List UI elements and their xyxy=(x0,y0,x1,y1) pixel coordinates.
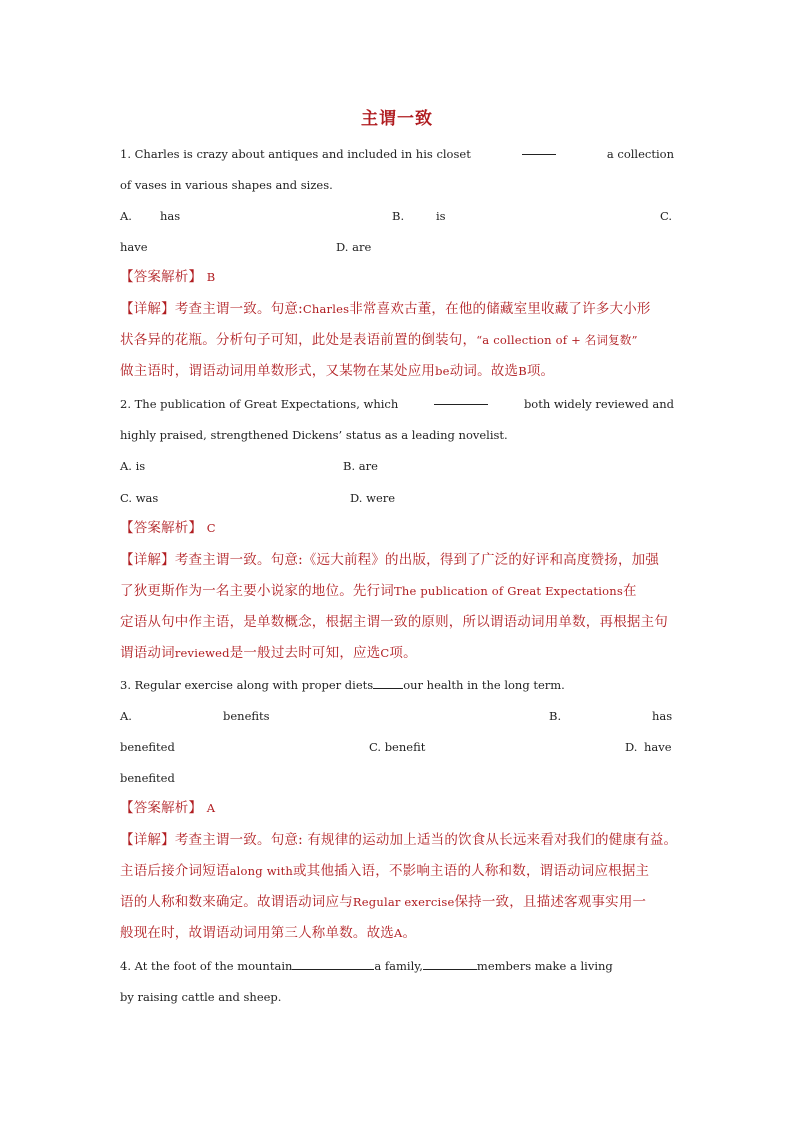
q3-option-b: has xyxy=(652,709,673,723)
q1-option-a-label: A. xyxy=(120,209,132,223)
q3-option-b-label: B. xyxy=(549,709,562,723)
q2-answer-label: 【答案解析】 xyxy=(120,520,203,536)
q2-option-a: A. is xyxy=(120,459,146,473)
q2-detail-text: 考查主谓一致。句意:《远大前程》的出版，得到了广泛的好评和高度赞扬，加强 xyxy=(174,552,660,568)
q3-detail-line1 xyxy=(120,829,678,851)
q1-option-a: has xyxy=(160,209,181,223)
q2-stem-text: 2. The publication of Great Expectations, which xyxy=(120,397,399,411)
q2-stem-text-end: both widely reviewed and xyxy=(523,397,674,411)
q2-option-d: D. were xyxy=(350,491,396,505)
q2-detail-en: C xyxy=(380,646,390,660)
q3-option-c: C. benefit xyxy=(369,740,426,754)
q2-detail-text: 在 xyxy=(622,583,637,599)
q1-answer xyxy=(120,266,674,288)
q3-detail-line4 xyxy=(120,922,674,944)
q2-detail-line1 xyxy=(120,549,674,571)
q1-option-c: have xyxy=(120,240,148,254)
q1-detail-label: 【详解】 xyxy=(120,301,175,317)
q2-detail-text: 了狄更斯作为一名主要小说家的地位。先行词 xyxy=(120,583,394,599)
q2-blank xyxy=(434,394,488,405)
q3-detail-en: Regular exercise xyxy=(352,895,455,909)
q3-detail-text: 般现在时，故谓语动词用第三人称单数。故选 xyxy=(120,925,394,941)
q3-detail-en: A xyxy=(394,926,403,940)
q3-option-a-label: A. xyxy=(120,709,132,723)
q3-stem-text: 3. Regular exercise along with proper diets xyxy=(120,678,374,692)
q2-detail-line3: 定语从句中作主语，是单数概念，根据主谓一致的原则，所以谓语动词用单数，再根据主句 xyxy=(120,614,668,630)
q1-detail-en: “a collection of + 名词复数” xyxy=(476,333,638,347)
q1-detail-en: B xyxy=(518,364,527,378)
q3-option-d: have xyxy=(644,740,672,754)
q1-answer-label: 【答案解析】 xyxy=(120,269,203,285)
q3-detail-en: along with xyxy=(229,864,294,878)
q4-stem-line1 xyxy=(120,956,674,976)
q1-detail-line2 xyxy=(120,329,674,351)
q3-detail-text: 。 xyxy=(402,925,417,941)
q3-detail-text: 或其他插入语，不影响主语的人称和数，谓语动词应根据主 xyxy=(293,863,650,879)
q2-option-b: B. are xyxy=(343,459,378,473)
q3-detail-line3 xyxy=(120,891,674,913)
q1-detail-en: Charles xyxy=(302,302,350,316)
q4-stem-text: 4. At the foot of the mountain xyxy=(120,959,293,973)
q1-blank xyxy=(522,144,556,155)
page-title: 主谓一致 xyxy=(361,109,433,129)
q2-detail-line2 xyxy=(120,580,674,602)
q3-answer xyxy=(120,797,674,819)
q1-detail-text: 状各异的花瓶。分析句子可知，此处是表语前置的倒装句， xyxy=(120,332,477,348)
q4-stem-line2: by raising cattle and sheep. xyxy=(120,990,282,1004)
q1-option-c-label: C. xyxy=(660,209,673,223)
q1-detail-text: 非常喜欢古董，在他的储藏室里收藏了许多大小形 xyxy=(349,301,651,317)
q3-detail-text: 保持一致，且描述客观事实用一 xyxy=(454,894,647,910)
q2-stem-line2: highly praised, strengthened Dickens’ status as a leading novelist. xyxy=(120,428,508,442)
q2-stem-line1 xyxy=(120,394,674,414)
q3-detail-label: 【详解】 xyxy=(120,832,175,848)
q4-blank-2 xyxy=(423,959,477,970)
q1-answer-value: B xyxy=(206,270,216,284)
q1-detail-text: 做主语时，谓语动词用单数形式，又某物在某处应用 xyxy=(120,363,436,379)
q1-stem-text: 1. Charles is crazy about antiques and included in his closet xyxy=(120,147,471,161)
q3-detail-text: 主语后接介词短语 xyxy=(120,863,230,879)
q3-answer-value: A xyxy=(206,801,216,815)
q1-stem-line1 xyxy=(120,144,674,164)
q3-option-d-label: D. xyxy=(625,740,638,754)
q1-detail-text: 动词。故选 xyxy=(449,363,519,379)
q2-detail-en: reviewed xyxy=(174,646,230,660)
q3-stem-line1 xyxy=(120,675,674,695)
q2-option-c: C. was xyxy=(120,491,159,505)
q2-detail-label: 【详解】 xyxy=(120,552,175,568)
q3-detail-text: 语的人称和数来确定。故谓语动词应与 xyxy=(120,894,353,910)
q1-detail-line3 xyxy=(120,360,674,382)
q1-stem-line2: of vases in various shapes and sizes. xyxy=(120,178,333,192)
q1-detail-text: 项。 xyxy=(526,363,555,379)
q2-detail-en: The publication of Great Expectations xyxy=(394,584,623,598)
q1-detail-text: 考查主谓一致。句意: xyxy=(174,301,303,317)
q2-detail-text: 项。 xyxy=(389,645,417,661)
q1-detail-en: be xyxy=(435,364,450,378)
q2-detail-text: 谓语动词 xyxy=(120,645,175,661)
q2-detail-text: 是一般过去时可知，应选 xyxy=(229,645,381,661)
q3-option-b-cont: benefited xyxy=(120,740,175,754)
q4-blank-1 xyxy=(292,959,374,970)
q1-stem-text-end: a collection xyxy=(606,147,674,161)
q1-detail-line1 xyxy=(120,298,674,320)
q3-stem-text-end: our health in the long term. xyxy=(403,678,565,692)
q1-option-b-label: B. xyxy=(392,209,405,223)
q1-option-b: is xyxy=(436,209,446,223)
q2-detail-line4 xyxy=(120,642,674,664)
q2-answer-value: C xyxy=(206,521,216,535)
q3-blank xyxy=(373,678,403,689)
q3-option-a: benefits xyxy=(223,709,270,723)
q3-detail-line2 xyxy=(120,860,674,882)
q4-stem-text-mid: a family, xyxy=(374,959,423,973)
q3-answer-label: 【答案解析】 xyxy=(120,800,203,816)
q3-detail-text: 考查主谓一致。句意: 有规律的运动加上适当的饮食从长远来看对我们的健康有益。 xyxy=(174,832,678,848)
q3-option-d-cont: benefited xyxy=(120,771,175,785)
q4-stem-text-end: members make a living xyxy=(476,959,613,973)
q1-option-d: D. are xyxy=(336,240,372,254)
q2-answer xyxy=(120,517,674,539)
